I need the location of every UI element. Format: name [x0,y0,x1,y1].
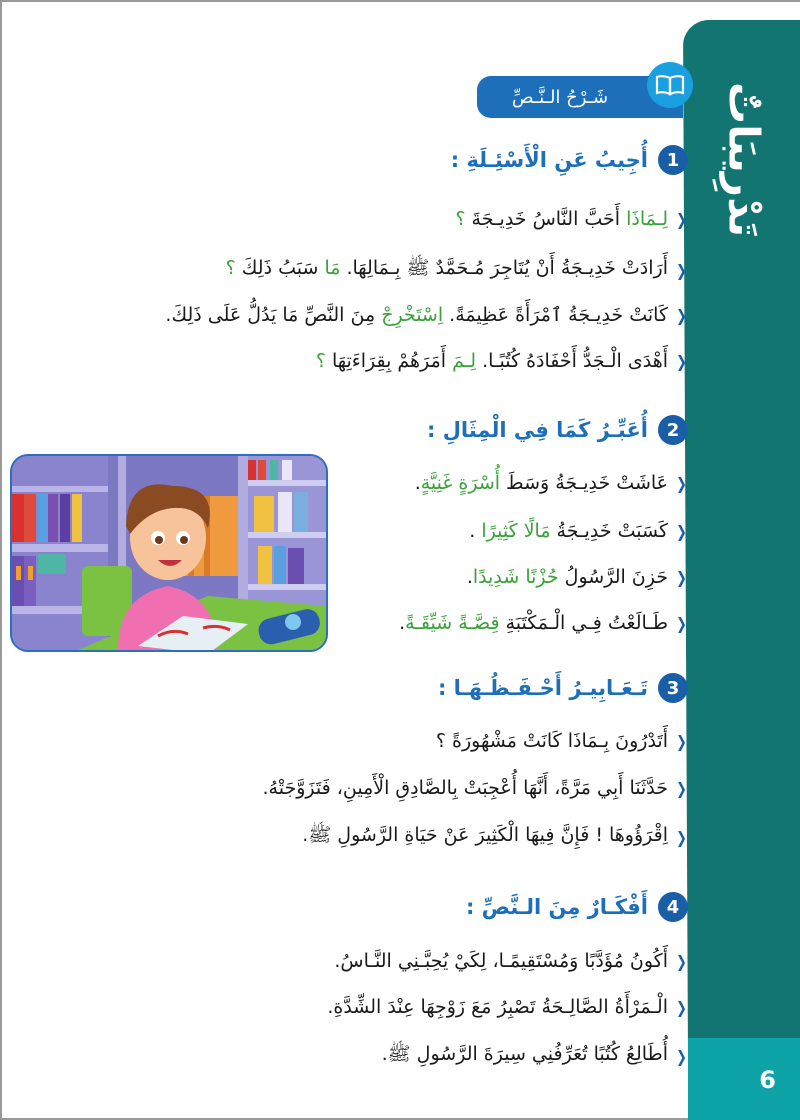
page-number-box [688,1038,800,1120]
list-item [467,566,688,588]
list-item [327,996,688,1018]
chevron-bullet-icon: ❮ [676,209,687,229]
chevron-bullet-icon: ❮ [676,827,687,847]
list-item [455,208,688,230]
chevron-bullet-icon: ❮ [676,473,687,493]
chevron-bullet-icon: ❮ [676,997,687,1017]
section-header-title: شَـرْحُ الـنَّـصِّ [511,86,609,108]
chevron-bullet-icon: ❮ [676,567,687,587]
item-text: أَهْدَى الْـجَدُّ أَحْفَادَهُ كُتُبًـا. لِـمَ أَمَرَهُمْ بِقِرَاءَتِهَا ؟ [315,350,668,372]
item-text: طَـالَعْتُ فِـي الْـمَكْتَبَةِ قِصَّـةً شَيِّقَـةً. [399,612,668,634]
section-4-heading [466,892,688,922]
section-title: أَفْكَـارٌ مِنَ الـنَّصِّ : [465,895,648,919]
item-text: اِقْرَؤُوهَا ! فَإِنَّ فِيهَا الْكَثِيرَ عَنْ حَيَاةِ الرَّسُولِ ﷺ. [302,824,668,846]
number-badge: 1 [658,145,688,175]
list-item [334,950,688,972]
list-item [469,520,688,542]
open-book-icon [647,62,693,108]
list-item [226,256,688,284]
item-text: كَسَبَتْ خَدِيـجَةُ مَالًا كَثِيرًا . [469,520,668,542]
list-item [263,777,688,799]
chevron-bullet-icon: ❮ [676,778,687,798]
sidebar-title: تَدْرِيبَاتٌ [719,82,769,238]
item-text: كَانَتْ خَدِيـجَةُ ٱمْرَأَةً عَظِيمَةً. اِسْتَخْرِجْ مِنَ النَّصِّ مَا يَدُلُّ عَلَى ذَلِكَ. [165,304,668,326]
item-text: عَاشَتْ خَدِيـجَةُ وَسَطَ أُسْرَةٍ غَنِيَّةٍ. [414,472,668,494]
item-text: الْـمَرْأَةُ الصَّالِـحَةُ تَصْبِرُ مَعَ زَوْجِهَا عِنْدَ الشِّدَّةِ. [327,996,668,1018]
list-item [382,1042,688,1070]
number-badge: 3 [658,673,688,703]
chevron-bullet-icon: ❮ [676,351,687,371]
chevron-bullet-icon: ❮ [676,951,687,971]
item-text: أَتَدْرُونَ بِـمَاذَا كَانَتْ مَشْهُورَةً ؟ [435,730,668,752]
section-title: تَـعَـابِيـرُ أَحْـفَـظُـهَـا : [437,676,648,700]
chevron-bullet-icon: ❮ [676,1046,687,1066]
chevron-bullet-icon: ❮ [676,521,687,541]
boy-reading-illustration [10,454,328,652]
section-title: أُعَبِّـرُ كَمَا فِي الْمِثَالِ : [426,418,648,442]
item-text: حَزِنَ الرَّسُولُ حُزْنًا شَدِيدًا. [466,566,668,588]
page-number: 6 [759,1066,776,1094]
section-2-heading [427,415,688,445]
number-badge: 2 [658,415,688,445]
section-title: أُجِيبُ عَنِ الْأَسْئِـلَةِ : [450,148,648,172]
list-item [302,823,688,851]
item-text: أَكُونُ مُؤَدَّبًا وَمُسْتَقِيمًـا، لِكَيْ يُحِبَّـنِي النَّـاسُ. [334,950,668,972]
chevron-bullet-icon: ❮ [676,305,687,325]
number-badge: 4 [658,892,688,922]
list-item [316,350,688,372]
chevron-bullet-icon: ❮ [676,613,687,633]
list-item [415,472,688,494]
section-3-heading [438,673,688,703]
item-text: لِـمَاذَا أَحَبَّ النَّاسُ خَدِيـجَةَ ؟ [455,208,668,230]
item-text: أُطَالِعُ كُتُبًا تُعَرِّفُنِي سِيرَةَ الرَّسُولِ ﷺ. [381,1043,668,1065]
chevron-bullet-icon: ❮ [676,260,687,280]
list-item [165,304,688,326]
section-1-heading [451,145,688,175]
list-item [399,612,688,634]
item-text: حَدَّثَنَا أَبِي مَرَّةً، أَنَّهَا أُعْجِبَتْ بِالصَّادِقِ الْأَمِينِ، فَتَزَوَّجَتْهُ. [262,777,668,799]
list-item [436,730,688,752]
chevron-bullet-icon: ❮ [676,731,687,751]
item-text: أَرَادَتْ خَدِيـجَةُ أَنْ يُتَاجِرَ مُـحَمَّدٌ ﷺ بِـمَالِهَا. مَا سَبَبُ ذَلِكَ ؟ [225,257,668,279]
